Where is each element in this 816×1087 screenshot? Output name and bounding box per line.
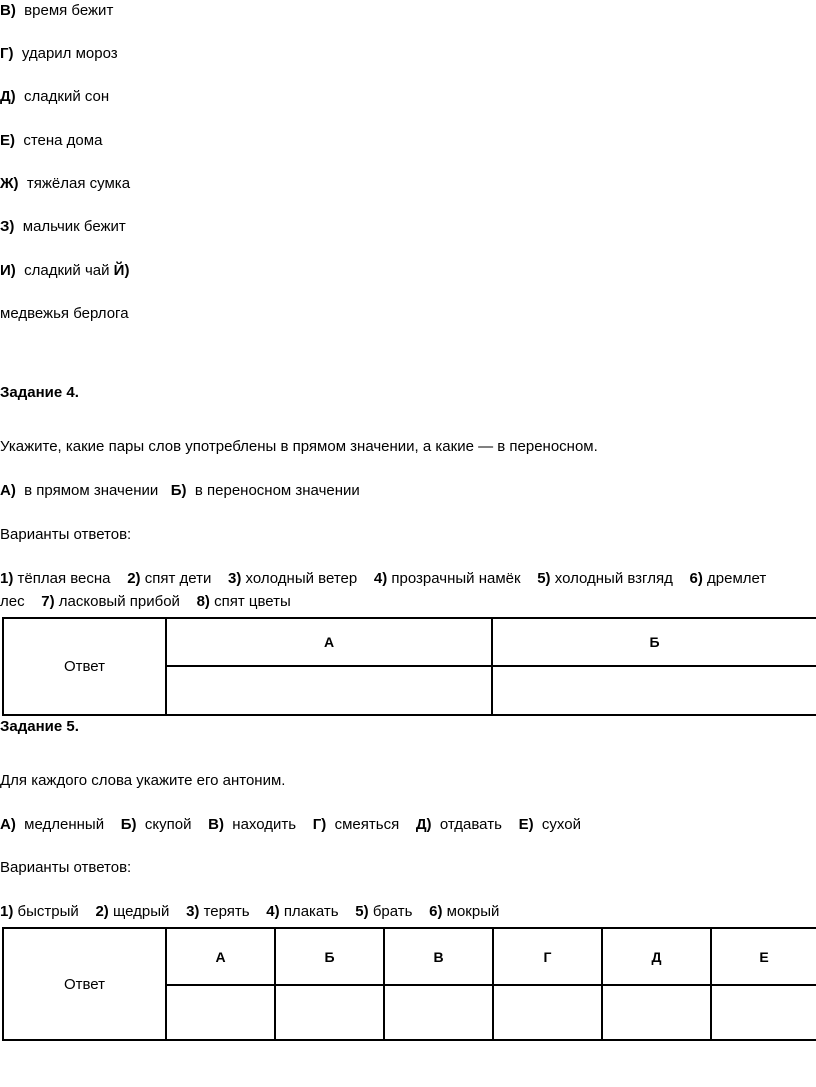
item-text: холодный взгляд xyxy=(554,570,673,587)
task5-prompt: Для каждого слова укажите его антоним. xyxy=(0,772,286,789)
column-header: Д xyxy=(602,928,711,985)
task4-answer-table xyxy=(2,617,816,716)
item-text: спят цветы xyxy=(214,593,291,610)
item-label: 5) xyxy=(537,570,551,587)
column-header: В xyxy=(384,928,493,985)
column-header: Б xyxy=(275,928,384,985)
task4-options xyxy=(0,570,766,588)
item-text: тёплая весна xyxy=(17,570,111,587)
task4-prompt: Укажите, какие пары слов употреблены в прямом значении, а какие — в переносном. xyxy=(0,438,598,455)
item-text: лес xyxy=(0,593,25,610)
item-text: сладкий чай xyxy=(24,262,110,279)
list-item xyxy=(0,2,113,20)
answer-cell[interactable] xyxy=(166,666,492,715)
item-text: смеяться xyxy=(334,816,400,833)
item-letter: З) xyxy=(0,218,15,235)
item-text: плакать xyxy=(283,903,339,920)
item-label: Д) xyxy=(415,816,432,833)
answer-cell[interactable] xyxy=(492,666,816,715)
item-label: 1) xyxy=(0,903,14,920)
item-text: находить xyxy=(232,816,297,833)
task5-options xyxy=(0,903,499,921)
item-label: А) xyxy=(0,816,16,833)
item-text: отдавать xyxy=(439,816,502,833)
item-text: брать xyxy=(372,903,413,920)
item-letter: Й) xyxy=(113,262,130,279)
item-label: 3) xyxy=(228,570,242,587)
item-text: время бежит xyxy=(24,2,114,19)
item-label: 4) xyxy=(266,903,280,920)
answer-label: Ответ xyxy=(3,618,166,715)
answer-cell[interactable] xyxy=(275,985,384,1040)
item-label: Г) xyxy=(312,816,327,833)
item-text: прозрачный намёк xyxy=(391,570,521,587)
item-text: терять xyxy=(203,903,250,920)
answer-cell[interactable] xyxy=(166,985,275,1040)
item-text: мокрый xyxy=(446,903,500,920)
item-text: дремлет xyxy=(707,570,767,587)
item-text: ударил мороз xyxy=(21,45,118,62)
item-label: 5) xyxy=(355,903,369,920)
item-text: скупой xyxy=(144,816,192,833)
item-text: в переносном значении xyxy=(194,482,360,499)
item-text: тяжёлая сумка xyxy=(26,175,131,192)
item-letter: Д) xyxy=(0,88,16,105)
column-header: А xyxy=(166,928,275,985)
task5-title: Задание 5. xyxy=(0,718,79,735)
item-text: спят дети xyxy=(144,570,212,587)
item-text: сухой xyxy=(541,816,581,833)
item-label: Б) xyxy=(170,482,187,499)
task5-answer-table xyxy=(2,927,816,1041)
item-letter: В) xyxy=(0,2,16,19)
item-label: А) xyxy=(0,482,16,499)
item-text: стена дома xyxy=(23,132,103,149)
list-item xyxy=(0,218,126,236)
task4-categories xyxy=(0,482,360,500)
task4-options-cont xyxy=(0,593,291,611)
column-header: Г xyxy=(493,928,602,985)
task5-variants-label: Варианты ответов: xyxy=(0,859,132,876)
item-label: 4) xyxy=(373,570,388,587)
answer-cell[interactable] xyxy=(711,985,816,1040)
item-label: 2) xyxy=(95,903,109,920)
item-text: медленный xyxy=(24,816,105,833)
item-label: 1) xyxy=(0,570,14,587)
list-item xyxy=(0,132,102,150)
item-label: 3) xyxy=(186,903,200,920)
item-letter: Ж) xyxy=(0,175,19,192)
task4-variants-label: Варианты ответов: xyxy=(0,526,132,543)
list-item-wrap: медвежья берлога xyxy=(0,305,129,322)
answer-label: Ответ xyxy=(3,928,166,1040)
answer-cell[interactable] xyxy=(493,985,602,1040)
item-text: щедрый xyxy=(112,903,170,920)
item-label: 2) xyxy=(127,570,141,587)
item-label: 8) xyxy=(196,593,210,610)
item-label: 7) xyxy=(41,593,55,610)
item-label: Б) xyxy=(120,816,137,833)
item-text: холодный ветер xyxy=(245,570,358,587)
item-label: В) xyxy=(208,816,224,833)
task5-words xyxy=(0,816,581,834)
list-item xyxy=(0,88,109,106)
list-item xyxy=(0,175,130,193)
item-text: быстрый xyxy=(17,903,79,920)
item-letter: Г) xyxy=(0,45,14,62)
column-header: Б xyxy=(492,618,816,666)
task4-title: Задание 4. xyxy=(0,384,79,401)
item-text: ласковый прибой xyxy=(58,593,180,610)
item-label: 6) xyxy=(429,903,443,920)
column-header: А xyxy=(166,618,492,666)
answer-cell[interactable] xyxy=(384,985,493,1040)
item-letter: Е) xyxy=(0,132,15,149)
item-text: сладкий сон xyxy=(24,88,110,105)
item-letter: И) xyxy=(0,262,16,279)
item-text: мальчик бежит xyxy=(22,218,126,235)
item-label: 6) xyxy=(689,570,703,587)
item-label: Е) xyxy=(518,816,534,833)
item-text: в прямом значении xyxy=(24,482,159,499)
column-header: Е xyxy=(711,928,816,985)
answer-cell[interactable] xyxy=(602,985,711,1040)
list-item xyxy=(0,262,129,280)
list-item xyxy=(0,45,118,63)
